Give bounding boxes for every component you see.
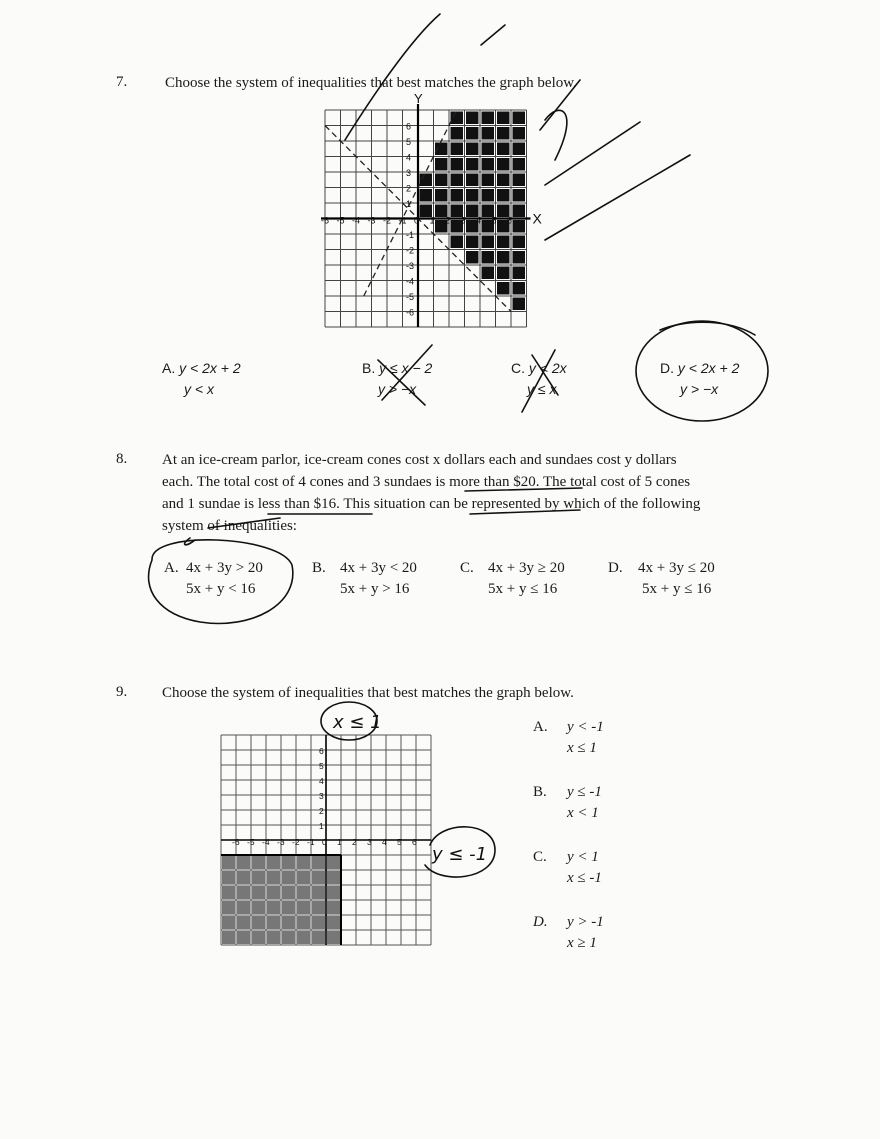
handwritten-y-note: y ≤ -1 [432, 844, 488, 865]
q8-choice-c-line1: 4x + 3y ≥ 20 [488, 560, 565, 576]
q7-choice-d-line2: y > −x [680, 381, 719, 397]
underline-mark [470, 510, 580, 514]
x-tick-label: 6 [507, 215, 513, 226]
cross-out-mark [378, 345, 432, 405]
q7-prompt: Choose the system of inequalities that best matches the graph below. [165, 75, 577, 91]
q9-choice-a-letter: A. [533, 719, 548, 735]
q8-line2: each. The total cost of 4 cones and 3 sundaes is more than $20. The total cost of 5 cones [162, 474, 691, 490]
x-tick-label: 1 [337, 837, 342, 847]
x-tick-label: -4 [352, 215, 361, 226]
y-tick-label: -4 [406, 276, 415, 287]
y-tick-label: -6 [406, 307, 415, 318]
pen-stroke [545, 122, 640, 185]
x-tick-label: 3 [367, 837, 372, 847]
q9-number: 9. [116, 684, 128, 700]
q8-choice-d-line1: 4x + 3y ≤ 20 [638, 560, 715, 576]
x-tick-label: -3 [277, 837, 285, 847]
x-tick-label: -4 [262, 837, 270, 847]
x-tick-label: -1 [398, 215, 407, 226]
y-tick-label: 2 [406, 183, 412, 194]
underline-mark [465, 488, 582, 491]
q9-choice-b-line2: x < 1 [567, 805, 599, 821]
y-tick-label: 6 [319, 746, 324, 756]
x-tick-label: -1 [307, 837, 315, 847]
circle-mark-q7d [636, 321, 768, 421]
q9-choice-d-line2: x ≥ 1 [567, 935, 597, 951]
x-tick-label: -5 [336, 215, 345, 226]
y-tick-label: -2 [406, 245, 415, 256]
pen-stroke [545, 110, 567, 160]
y-tick-label: 3 [406, 168, 412, 178]
q8-choice-d-letter: D. [608, 560, 623, 576]
pen-stroke [481, 25, 505, 45]
y-tick-label: -1 [406, 230, 415, 240]
y-tick-label: 5 [406, 137, 412, 147]
q7-choice-c-letter: C. [511, 360, 525, 376]
y-tick-label: -3 [406, 261, 415, 271]
x-tick-label: -2 [383, 215, 392, 226]
handwritten-x-note: x ≤ 1 [333, 712, 382, 733]
q9-choice-c-letter: C. [533, 849, 547, 865]
x-tick-label: -2 [292, 837, 300, 847]
q9-choice-c-line2: x ≤ -1 [567, 870, 602, 886]
q8-choice-a-letter: A. [164, 560, 179, 576]
y-tick-label: 4 [406, 152, 412, 163]
q9-choice-c-line1: y < 1 [567, 849, 599, 865]
q7-choice-d-line1: y < 2x + 2 [677, 360, 740, 376]
q7-choice-d-letter: D. [660, 360, 674, 376]
q7-choice-a-line1: y < 2x + 2 [179, 360, 241, 376]
q8-choice-c-letter: C. [460, 560, 474, 576]
x-tick-label: 1 [429, 215, 435, 226]
x-tick-label: 4 [476, 215, 482, 226]
x-tick-label: 5 [491, 215, 497, 226]
x-axis-label: X [532, 210, 542, 227]
q8-choice-a-line1: 4x + 3y > 20 [186, 560, 263, 576]
q7-choice-b-letter: B. [362, 360, 376, 376]
q7-choice-c-line1: y < 2x [528, 360, 567, 376]
y-tick-label: 2 [319, 806, 324, 816]
q8-line4: system of inequalities: [162, 518, 297, 534]
q9-prompt: Choose the system of inequalities that best matches the graph below. [162, 685, 574, 701]
y-tick-label: 3 [319, 791, 324, 801]
q9-choice-a-line2: x ≤ 1 [567, 740, 597, 756]
q9-choice-b-letter: B. [533, 784, 547, 800]
x-tick-label: 6 [412, 837, 417, 847]
y-axis-label: Y [414, 91, 423, 106]
q7-choice-c-line2: y ≤ x [527, 381, 557, 397]
q7-choice-b-line1: y ≤ x − 2 [379, 360, 433, 376]
q8-line1: At an ice-cream parlor, ice-cream cones cost x dollars each and sundaes cost y dollars [162, 452, 677, 468]
x-tick-label: 2 [445, 215, 451, 226]
q8-choice-b-line2: 5x + y > 16 [340, 581, 410, 597]
q8-choice-b-letter: B. [312, 560, 326, 576]
x-tick-label: -5 [247, 837, 255, 847]
x-tick-label: 3 [460, 215, 466, 226]
q7-choice-a-letter: A. [162, 360, 176, 376]
y-tick-label: 1 [406, 199, 412, 209]
q9-choice-d-line1: y > -1 [567, 914, 604, 930]
x-tick-label: 5 [397, 837, 402, 847]
pen-stroke [545, 155, 690, 240]
q9-choice-b-line1: y ≤ -1 [567, 784, 602, 800]
y-tick-label: -5 [406, 292, 415, 302]
q7-number: 7. [116, 74, 128, 90]
x-tick-label: 2 [352, 837, 357, 847]
pen-stroke [540, 80, 580, 130]
x-tick-label: 4 [382, 837, 387, 847]
x-tick-label: -6 [232, 837, 240, 847]
pen-stroke [660, 322, 755, 335]
x-tick-label: 0 [414, 215, 420, 226]
cross-out-mark [522, 350, 558, 412]
q7-choice-b-line2: y > −x [378, 381, 417, 397]
y-tick-label: 1 [319, 821, 324, 831]
q8-choice-b-line1: 4x + 3y < 20 [340, 560, 417, 576]
y-tick-label: 6 [406, 121, 412, 132]
x-tick-label: -6 [321, 215, 330, 226]
q8-number: 8. [116, 451, 128, 467]
y-tick-label: 4 [319, 776, 324, 786]
q8-choice-c-line2: 5x + y ≤ 16 [488, 581, 558, 597]
q9-choice-a-line1: y < -1 [567, 719, 604, 735]
strike-mark [208, 518, 280, 528]
q8-choice-d-line2: 5x + y ≤ 16 [642, 581, 712, 597]
q9-choice-d-letter: D. [533, 914, 548, 930]
q8-line3: and 1 sundae is less than $16. This situation can be represented by which of the following [162, 496, 701, 512]
x-tick-label: 0 [322, 837, 327, 847]
q8-choice-a-line2: 5x + y < 16 [186, 581, 256, 597]
q7-choice-a-line2: y < x [184, 381, 214, 397]
x-tick-label: -3 [367, 215, 376, 226]
circle-mark-q8a [149, 540, 293, 624]
y-tick-label: 5 [319, 761, 324, 771]
pen-stroke [345, 14, 440, 140]
